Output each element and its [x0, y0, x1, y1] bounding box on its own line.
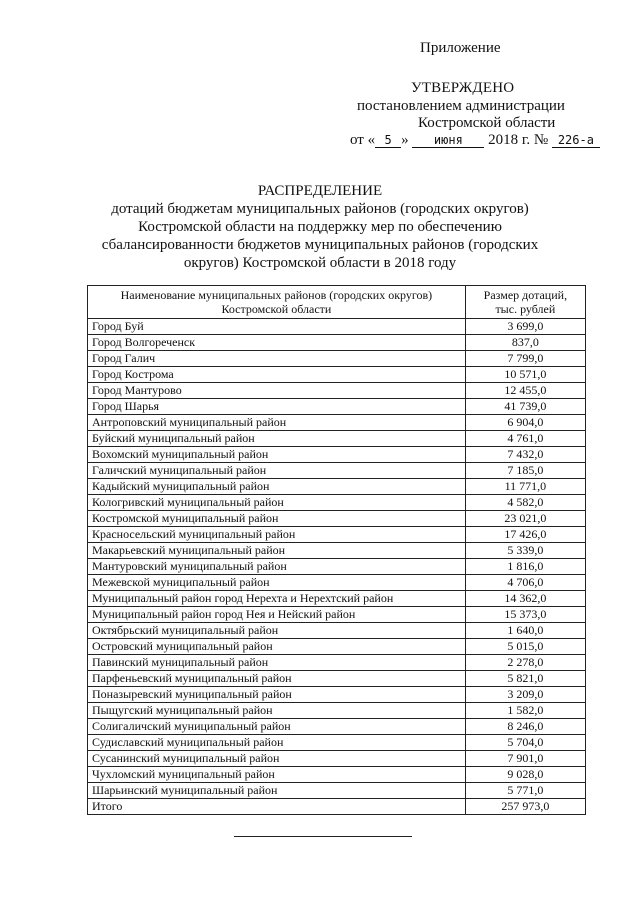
decree-number: 226-а [552, 133, 600, 148]
table-row [88, 415, 586, 431]
approval-line-1: постановлением администрации [357, 98, 565, 114]
subsidy-amount-cell: 8 246,0 [465, 719, 585, 735]
table-row [88, 623, 586, 639]
date-suffix: 2018 г. № [488, 132, 549, 148]
table-row [88, 447, 586, 463]
title-heading: РАСПРЕДЕЛЕНИЕ [257, 183, 383, 199]
column-header-amount-line: Размер дотаций, [483, 288, 568, 302]
table-row [88, 527, 586, 543]
district-name-cell: Пыщугский муниципальный район [88, 703, 466, 719]
subsidy-amount-cell: 11 771,0 [465, 479, 585, 495]
subsidy-amount-cell: 1 816,0 [465, 559, 585, 575]
column-header-amount-line: тыс. рублей [495, 302, 556, 316]
table-row [88, 767, 586, 783]
table-row [88, 351, 586, 367]
end-rule [234, 836, 412, 837]
district-name-cell: Город Волгореченск [88, 335, 466, 351]
table-row [88, 735, 586, 751]
subsidy-amount-cell: 12 455,0 [465, 383, 585, 399]
district-name-cell: Парфеньевский муниципальный район [88, 671, 466, 687]
district-name-cell: Шарьинский муниципальный район [88, 783, 466, 799]
subsidy-amount-cell: 1 582,0 [465, 703, 585, 719]
subsidy-amount-cell: 2 278,0 [465, 655, 585, 671]
district-name-cell: Межевской муниципальный район [88, 575, 466, 591]
subsidy-amount-cell: 10 571,0 [465, 367, 585, 383]
district-name-cell: Макарьевский муниципальный район [88, 543, 466, 559]
date-day: 5 [375, 133, 401, 148]
column-header-name-line: Костромской области [221, 302, 332, 316]
subsidy-amount-cell: 837,0 [465, 335, 585, 351]
subsidy-amount-cell: 5 821,0 [465, 671, 585, 687]
subsidy-amount-cell: 5 339,0 [465, 543, 585, 559]
title-line: Костромской области на поддержку мер по обеспечению [138, 219, 502, 235]
table-row [88, 431, 586, 447]
subsidy-amount-cell: 17 426,0 [465, 527, 585, 543]
district-name-cell: Город Буй [88, 319, 466, 335]
date-mid: » [401, 132, 409, 148]
district-name-cell: Островский муниципальный район [88, 639, 466, 655]
column-header-amount [465, 286, 585, 319]
date-prefix: от « [350, 132, 376, 148]
table-row [88, 495, 586, 511]
district-name-cell: Костромской муниципальный район [88, 511, 466, 527]
subsidy-amount-cell: 257 973,0 [465, 799, 585, 815]
district-name-cell: Буйский муниципальный район [88, 431, 466, 447]
column-header-name [88, 286, 466, 319]
district-name-cell: Город Мантурово [88, 383, 466, 399]
table-row [88, 479, 586, 495]
column-header-name-line: Наименование муниципальных районов (городских округов) [120, 288, 433, 302]
subsidy-amount-cell: 5 015,0 [465, 639, 585, 655]
district-name-cell: Судиславский муниципальный район [88, 735, 466, 751]
district-name-cell: Красносельский муниципальный район [88, 527, 466, 543]
table-row [88, 783, 586, 799]
subsidy-table [87, 285, 586, 815]
table-row [88, 687, 586, 703]
table-row [88, 511, 586, 527]
subsidy-amount-cell: 6 904,0 [465, 415, 585, 431]
district-name-cell: Итого [88, 799, 466, 815]
subsidy-amount-cell: 7 901,0 [465, 751, 585, 767]
table-row [88, 559, 586, 575]
table-row [88, 383, 586, 399]
subsidy-amount-cell: 5 771,0 [465, 783, 585, 799]
appendix-label: Приложение [420, 40, 501, 56]
subsidy-amount-cell: 4 582,0 [465, 495, 585, 511]
title-line: дотаций бюджетам муниципальных районов (городских округов) [111, 201, 529, 217]
district-name-cell: Муниципальный район город Нея и Нейский район [88, 607, 466, 623]
subsidy-amount-cell: 7 799,0 [465, 351, 585, 367]
district-name-cell: Кадыйский муниципальный район [88, 479, 466, 495]
district-name-cell: Город Галич [88, 351, 466, 367]
subsidy-amount-cell: 15 373,0 [465, 607, 585, 623]
district-name-cell: Вохомский муниципальный район [88, 447, 466, 463]
table-row [88, 751, 586, 767]
approved-stamp-label: УТВЕРЖДЕНО [411, 80, 515, 96]
subsidy-amount-cell: 3 209,0 [465, 687, 585, 703]
district-name-cell: Галичский муниципальный район [88, 463, 466, 479]
subsidy-amount-cell: 1 640,0 [465, 623, 585, 639]
subsidy-amount-cell: 4 706,0 [465, 575, 585, 591]
table-body [88, 319, 586, 815]
date-month: июня [412, 133, 484, 148]
table-header-row [88, 286, 586, 319]
table-total-row [88, 799, 586, 815]
district-name-cell: Антроповский муниципальный район [88, 415, 466, 431]
table-row [88, 719, 586, 735]
subsidy-amount-cell: 41 739,0 [465, 399, 585, 415]
district-name-cell: Кологривский муниципальный район [88, 495, 466, 511]
table-row [88, 463, 586, 479]
document-title [60, 182, 580, 272]
table-row [88, 671, 586, 687]
district-name-cell: Город Кострома [88, 367, 466, 383]
title-line: округов) Костромской области в 2018 году [183, 255, 457, 271]
district-name-cell: Мантуровский муниципальный район [88, 559, 466, 575]
district-name-cell: Муниципальный район город Нерехта и Нерехтский район [88, 591, 466, 607]
subsidy-amount-cell: 9 028,0 [465, 767, 585, 783]
title-line: сбалансированности бюджетов муниципальных районов (городских [101, 237, 539, 253]
table-row [88, 591, 586, 607]
district-name-cell: Солигаличский муниципальный район [88, 719, 466, 735]
district-name-cell: Октябрьский муниципальный район [88, 623, 466, 639]
table-row [88, 655, 586, 671]
table-row [88, 367, 586, 383]
subsidy-amount-cell: 7 185,0 [465, 463, 585, 479]
approval-line-2: Костромской области [418, 115, 556, 131]
approval-date-line [350, 132, 600, 149]
district-name-cell: Сусанинский муниципальный район [88, 751, 466, 767]
table-row [88, 543, 586, 559]
subsidy-amount-cell: 3 699,0 [465, 319, 585, 335]
table-row [88, 639, 586, 655]
subsidy-amount-cell: 5 704,0 [465, 735, 585, 751]
table-row [88, 607, 586, 623]
subsidy-amount-cell: 14 362,0 [465, 591, 585, 607]
table-row [88, 703, 586, 719]
table-row [88, 319, 586, 335]
district-name-cell: Чухломский муниципальный район [88, 767, 466, 783]
table-row [88, 335, 586, 351]
district-name-cell: Город Шарья [88, 399, 466, 415]
district-name-cell: Поназыревский муниципальный район [88, 687, 466, 703]
subsidy-amount-cell: 7 432,0 [465, 447, 585, 463]
district-name-cell: Павинский муниципальный район [88, 655, 466, 671]
subsidy-amount-cell: 4 761,0 [465, 431, 585, 447]
table-row [88, 575, 586, 591]
subsidy-amount-cell: 23 021,0 [465, 511, 585, 527]
table-row [88, 399, 586, 415]
